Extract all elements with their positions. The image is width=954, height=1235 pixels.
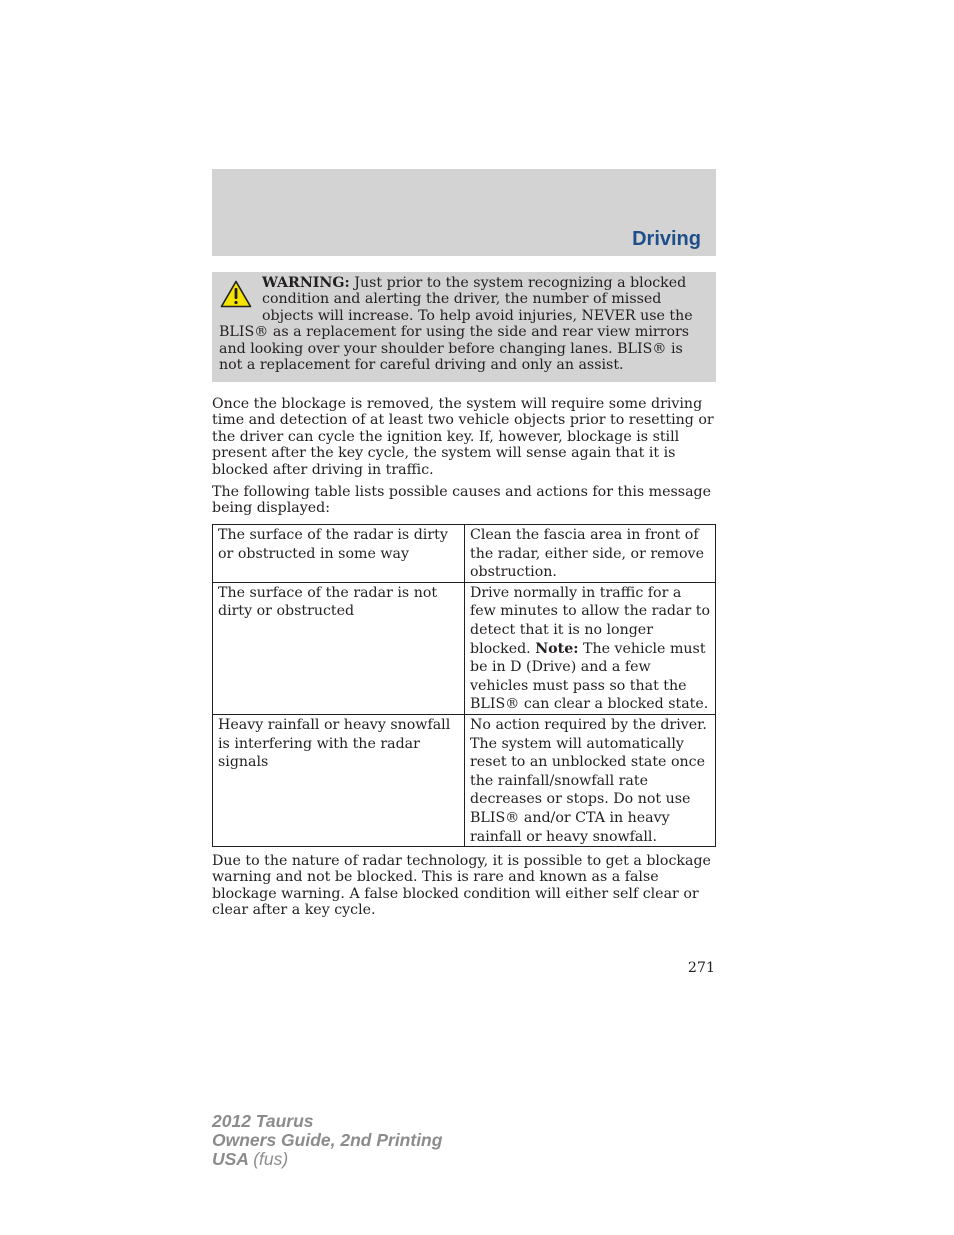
paragraph-table-intro: The following table lists possible causes and actions for this message being displayed:	[212, 484, 712, 517]
footer-market-code: (fus)	[253, 1149, 289, 1169]
table-row	[213, 582, 716, 714]
footer-market-main: USA	[212, 1149, 249, 1169]
section-header-band	[212, 169, 716, 256]
footer-guide: Owners Guide, 2nd Printing	[212, 1130, 443, 1150]
note-text: The vehicle must be in D (Drive) and a few vehicles must pass so that the BLIS® can clear a blocked state.	[470, 640, 709, 713]
footer-model: 2012 Taurus	[212, 1111, 314, 1131]
causes-actions-table	[212, 524, 716, 847]
action-cell	[465, 582, 716, 714]
action-cell: Clean the fascia area in front of the radar, either side, or remove obstruction.	[465, 525, 716, 583]
table-row	[213, 714, 716, 846]
warning-label: WARNING:	[262, 275, 350, 291]
section-title: Driving	[632, 228, 701, 250]
action-cell: No action required by the driver. The system will automatically reset to an unblocked state once the rainfall/snowfall rate decreases or stops. Do not use BLIS® and/or CTA in heavy rainfall or heavy snowfall.	[465, 714, 716, 846]
warning-triangle-icon	[220, 280, 252, 308]
warning-box	[212, 272, 716, 382]
document-footer	[212, 1112, 442, 1169]
action-text: Drive normally in traffic for a few minutes to allow the radar to detect that it is no longer blocked.	[470, 584, 710, 657]
cause-cell: Heavy rainfall or heavy snowfall is interfering with the radar signals	[213, 714, 465, 846]
cause-cell: The surface of the radar is dirty or obstructed in some way	[213, 525, 465, 583]
cause-cell: The surface of the radar is not dirty or obstructed	[213, 582, 465, 714]
paragraph-false-blockage: Due to the nature of radar technology, it is possible to get a blockage warning and not be blocked. This is rare and known as a false blockage warning. A false blocked condition will either self clear or clear after a key cycle.	[212, 853, 711, 919]
page-number: 271	[687, 960, 715, 976]
table-row	[213, 525, 716, 583]
note-label: Note:	[535, 640, 579, 657]
paragraph-blockage-removed: Once the blockage is removed, the system will require some driving time and detection of at least two vehicle objects prior to resetting or the driver can cycle the ignition key. If, however, blockage is still present after the key cycle, the system will sense again that it is blocked after driving in traffic.	[212, 396, 714, 478]
footer-market	[212, 1150, 442, 1169]
warning-text: Just prior to the system recognizing a blocked condition and alerting the driver, the number of missed objects will increase. To help avoid injuries, NEVER use the BLIS® as a replacement for using the side and rear view mirrors and looking over your shoulder before changing lanes. BLIS® is not a replacement for careful driving and only an assist.	[219, 275, 693, 374]
